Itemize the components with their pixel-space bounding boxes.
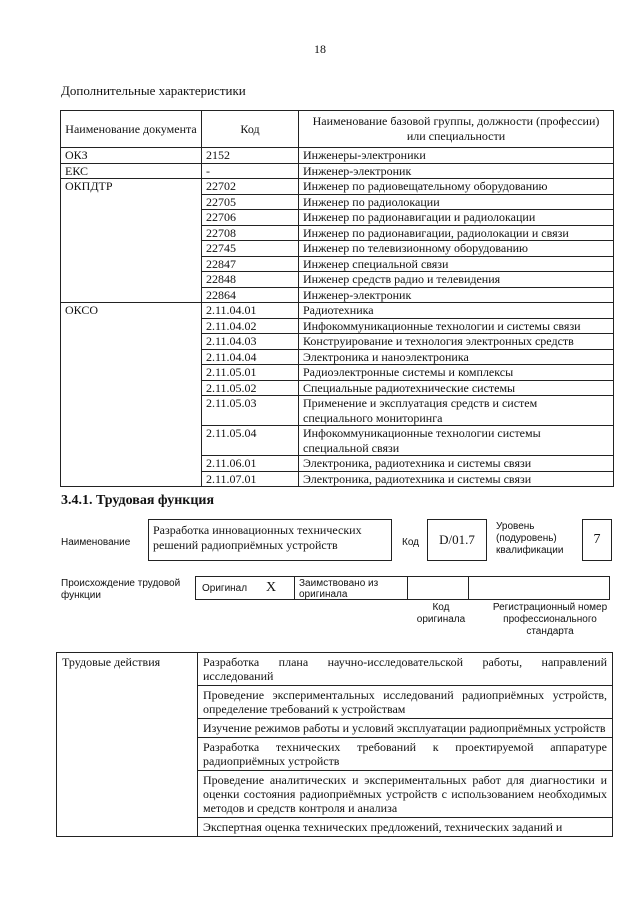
labor-actions-body bbox=[57, 653, 613, 837]
specialty-cell: Инфокоммуникационные технологии системы специальной связи bbox=[299, 426, 614, 456]
code-cell: 22706 bbox=[202, 210, 299, 226]
document-cell: ЕКС bbox=[61, 163, 202, 179]
code-cell: 22702 bbox=[202, 179, 299, 195]
table-row bbox=[57, 653, 613, 686]
code-label: Код bbox=[402, 537, 420, 548]
action-item: Разработка технических требований к проектируемой аппаратуре радиоприёмных устройств bbox=[198, 738, 613, 771]
specialty-cell: Инженер по радиовещательному оборудованию bbox=[299, 179, 614, 195]
specialty-cell: Инженер по телевизионному оборудованию bbox=[299, 241, 614, 257]
code-cell: 22847 bbox=[202, 256, 299, 272]
specialty-cell: Инженер по радионавигации, радиолокации и связи bbox=[299, 225, 614, 241]
specialty-cell: Электроника, радиотехника и системы связи bbox=[299, 456, 614, 472]
specialty-cell: Электроника и наноэлектроника bbox=[299, 349, 614, 365]
name-label: Наименование bbox=[61, 537, 131, 548]
table-header-row bbox=[61, 111, 614, 148]
specialty-cell: Инженер-электроник bbox=[299, 163, 614, 179]
specialty-cell: Специальные радиотехнические системы bbox=[299, 380, 614, 396]
level-value: 7 bbox=[582, 519, 612, 561]
code-cell: 2.11.04.04 bbox=[202, 349, 299, 365]
code-cell: 2.11.05.02 bbox=[202, 380, 299, 396]
specialty-cell: Инженер специальной связи bbox=[299, 256, 614, 272]
page-number: 18 bbox=[314, 42, 326, 56]
header-document: Наименование документа bbox=[61, 111, 202, 148]
table-row bbox=[61, 148, 614, 164]
actions-label: Трудовые действия bbox=[57, 653, 198, 837]
origin-row bbox=[196, 576, 610, 600]
table-row bbox=[61, 179, 614, 195]
action-item: Проведение аналитических и экспериментальных работ для диагностики и оценки состояния радиоприёмных устройств с использованием необходимых методов и средств контроля и анализа bbox=[198, 771, 613, 818]
level-label: Уровень (подуровень) квалификации bbox=[496, 521, 564, 556]
action-item: Проведение экспериментальных исследований радиоприёмных устройств, определение требований к устройствам bbox=[198, 686, 613, 719]
specialty-cell: Инженер средств радио и телевидения bbox=[299, 272, 614, 288]
original-label: Оригинал bbox=[202, 582, 248, 594]
characteristics-table bbox=[60, 110, 614, 487]
code-cell: 2.11.05.03 bbox=[202, 396, 299, 426]
labor-actions-table bbox=[56, 652, 613, 837]
specialty-cell: Радиоэлектронные системы и комплексы bbox=[299, 365, 614, 381]
specialty-cell: Радиотехника bbox=[299, 303, 614, 319]
code-cell: 22745 bbox=[202, 241, 299, 257]
labor-function-title: 3.4.1. Трудовая функция bbox=[61, 493, 215, 508]
action-item: Экспертная оценка технических предложений, технических заданий и bbox=[198, 818, 613, 837]
function-code-value: D/01.7 bbox=[427, 519, 487, 561]
document-cell: ОКСО bbox=[61, 303, 202, 487]
specialty-cell: Инженер-электроник bbox=[299, 287, 614, 303]
code-cell: 2152 bbox=[202, 148, 299, 164]
code-cell: 2.11.04.02 bbox=[202, 318, 299, 334]
origin-code-caption: Код оригинала bbox=[416, 602, 466, 625]
specialty-cell: Применение и эксплуатация средств и систем специального мониторинга bbox=[299, 396, 614, 426]
code-cell: - bbox=[202, 163, 299, 179]
specialty-cell: Инженер по радионавигации и радиолокации bbox=[299, 210, 614, 226]
origin-code-cell bbox=[407, 576, 469, 600]
origin-label: Происхождение трудовой функции bbox=[61, 578, 181, 601]
document-cell: ОКЗ bbox=[61, 148, 202, 164]
function-name-value: Разработка инновационных технических решений радиоприёмных устройств bbox=[148, 519, 392, 561]
original-mark: Х bbox=[266, 580, 277, 595]
reg-number-cell bbox=[468, 576, 610, 600]
action-item: Изучение режимов работы и условий эксплуатации радиоприёмных устройств bbox=[198, 719, 613, 738]
borrowed-cell: Заимствовано из оригинала bbox=[294, 576, 408, 600]
action-item: Разработка плана научно-исследовательской работы, направлений исследований bbox=[198, 653, 613, 686]
code-cell: 2.11.04.01 bbox=[202, 303, 299, 319]
characteristics-body bbox=[61, 148, 614, 487]
specialty-cell: Инженер по радиолокации bbox=[299, 194, 614, 210]
table-row bbox=[61, 163, 614, 179]
code-cell: 22848 bbox=[202, 272, 299, 288]
table-row bbox=[61, 303, 614, 319]
specialty-cell: Инфокоммуникационные технологии и системы связи bbox=[299, 318, 614, 334]
code-cell: 2.11.06.01 bbox=[202, 456, 299, 472]
original-cell bbox=[195, 576, 295, 600]
code-cell: 2.11.05.04 bbox=[202, 426, 299, 456]
header-code: Код bbox=[202, 111, 299, 148]
header-group: Наименование базовой группы, должности (профессии) или специальности bbox=[299, 111, 614, 148]
reg-number-caption: Регистрационный номер профессионального стандарта bbox=[492, 602, 608, 637]
specialty-cell: Электроника, радиотехника и системы связи bbox=[299, 471, 614, 487]
document-cell: ОКПДТР bbox=[61, 179, 202, 303]
code-cell: 22705 bbox=[202, 194, 299, 210]
code-cell: 2.11.04.03 bbox=[202, 334, 299, 350]
specialty-cell: Инженеры-электроники bbox=[299, 148, 614, 164]
code-cell: 2.11.05.01 bbox=[202, 365, 299, 381]
specialty-cell: Конструирование и технология электронных средств bbox=[299, 334, 614, 350]
code-cell: 22708 bbox=[202, 225, 299, 241]
code-cell: 2.11.07.01 bbox=[202, 471, 299, 487]
code-cell: 22864 bbox=[202, 287, 299, 303]
section-caption: Дополнительные характеристики bbox=[61, 83, 246, 98]
